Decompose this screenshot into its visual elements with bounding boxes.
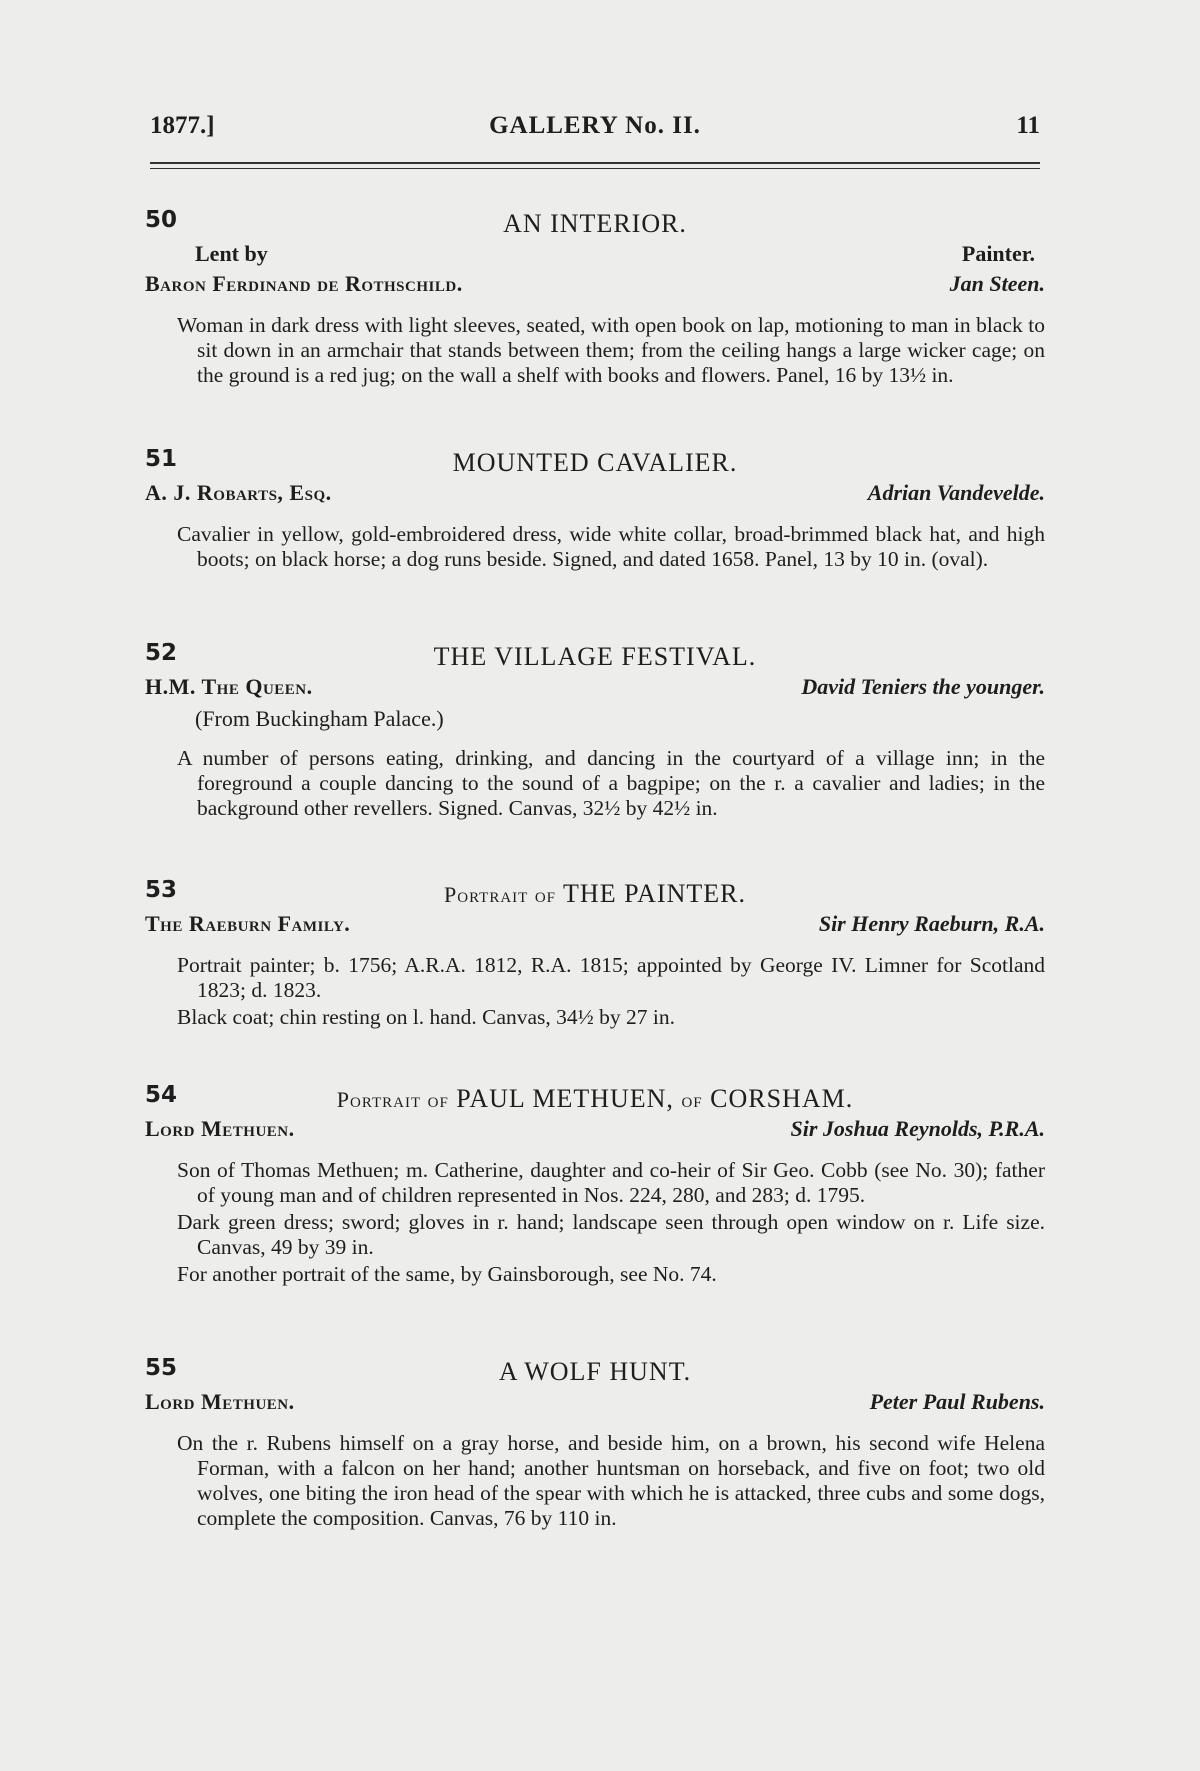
owner-row <box>145 1116 1045 1148</box>
owner-row <box>145 480 1045 512</box>
entry-owner: The Raeburn Family. <box>145 911 351 936</box>
catalogue-entry <box>145 640 1045 821</box>
entry-painter: Adrian Vandevelde. <box>867 480 1045 505</box>
entry-description: On the r. Rubens himself on a gray horse, and beside him, on a brown, his second wife Helena Forman, with a falcon on her hand; another huntsman on horseback, and five on foot; two old wolves, one biting the iron head of the spear with which he is attacked, three cubs and some dogs, complete the composition. Canvas, 76 by 110 in. <box>177 1431 1045 1530</box>
entry-number: 55 <box>145 1355 178 1381</box>
title-main: PAUL METHUEN, <box>456 1084 674 1113</box>
owner-row <box>145 911 1045 943</box>
entry-description: Portrait painter; b. 1756; A.R.A. 1812, R.A. 1815; appointed by George IV. Limner for Scotland 1823; d. 1823. <box>177 953 1045 1002</box>
owner-row <box>145 1389 1045 1421</box>
entry-title: THE VILLAGE FESTIVAL. <box>433 642 757 671</box>
header-rule-top <box>150 162 1040 164</box>
header-year: 1877.] <box>150 112 215 139</box>
catalogue-entry <box>145 1355 1045 1531</box>
title-mid: of <box>681 1087 703 1112</box>
entry-description: Dark green dress; sword; gloves in r. hand; landscape seen through open window on r. Life size. Canvas, 49 by 39 in. <box>177 1210 1045 1259</box>
entry-description: Woman in dark dress with light sleeves, seated, with open book on lap, motioning to man in black to sit down in an armchair that stands between them; from the ceiling hangs a large wicker cage; on the ground is a red jug; on the wall a shelf with books and flowers. Panel, 16 by 13½ in. <box>177 313 1045 387</box>
entry-painter: Jan Steen. <box>949 271 1045 296</box>
column-labels <box>145 241 1045 271</box>
painter-label: Painter. <box>961 241 1035 266</box>
entry-provenance: (From Buckingham Palace.) <box>195 706 444 731</box>
entry-number: 51 <box>145 446 178 472</box>
entry-description: A number of persons eating, drinking, and dancing in the courtyard of a village inn; in the foreground a couple dancing to the sound of a bagpipe; on the r. a cavalier and ladies; in the background other revellers. Signed. Canvas, 32½ by 42½ in. <box>177 746 1045 820</box>
entry-painter: David Teniers the younger. <box>801 674 1045 699</box>
header-rule-bottom <box>150 168 1040 169</box>
entry-description: Son of Thomas Methuen; m. Catherine, daughter and co-heir of Sir Geo. Cobb (see No. 30); father of young man and of children represented in Nos. 224, 280, and 283; d. 1795. <box>177 1158 1045 1207</box>
catalogue-entry <box>145 877 1045 1030</box>
entry-painter: Peter Paul Rubens. <box>869 1389 1045 1414</box>
owner-row <box>145 271 1045 303</box>
title-prefix: Portrait of <box>336 1087 449 1112</box>
entry-description: Cavalier in yellow, gold-embroidered dress, wide white collar, broad-brimmed black hat, and high boots; on black horse; a dog runs beside. Signed, and dated 1658. Panel, 13 by 10 in. (oval). <box>177 522 1045 571</box>
entry-owner: H.M. The Queen. <box>145 674 313 699</box>
entry-title: A WOLF HUNT. <box>498 1357 692 1386</box>
entry-title <box>145 877 1045 911</box>
entry-owner: Lord Methuen. <box>145 1116 295 1141</box>
catalogue-entry <box>145 446 1045 572</box>
entry-owner: Lord Methuen. <box>145 1389 295 1414</box>
title-main: THE PAINTER. <box>563 879 746 908</box>
entry-owner: A. J. Robarts, Esq. <box>145 480 332 505</box>
catalogue-entry <box>145 207 1045 388</box>
header-title: GALLERY No. II. <box>489 112 701 139</box>
entry-painter: Sir Joshua Reynolds, P.R.A. <box>790 1116 1045 1141</box>
entry-description: For another portrait of the same, by Gainsborough, see No. 74. <box>177 1262 717 1286</box>
entry-number: 54 <box>145 1082 178 1108</box>
lent-by-label: Lent by <box>195 241 268 266</box>
catalogue-entry <box>145 1082 1045 1287</box>
entry-title: MOUNTED CAVALIER. <box>452 448 738 477</box>
page-header <box>150 112 1040 152</box>
entry-title: AN INTERIOR. <box>503 209 687 238</box>
title-prefix: Portrait of <box>444 882 557 907</box>
entry-title <box>145 1082 1045 1116</box>
entry-description: Black coat; chin resting on l. hand. Canvas, 34½ by 27 in. <box>177 1005 675 1029</box>
entry-painter: Sir Henry Raeburn, R.A. <box>818 911 1045 936</box>
owner-row <box>145 674 1045 706</box>
entry-number: 53 <box>145 877 178 903</box>
title-end: CORSHAM. <box>710 1084 854 1113</box>
entry-owner: Baron Ferdinand de Rothschild. <box>145 271 463 296</box>
entry-number: 52 <box>145 640 178 666</box>
page-number: 11 <box>1016 112 1040 139</box>
entry-number: 50 <box>145 207 178 233</box>
